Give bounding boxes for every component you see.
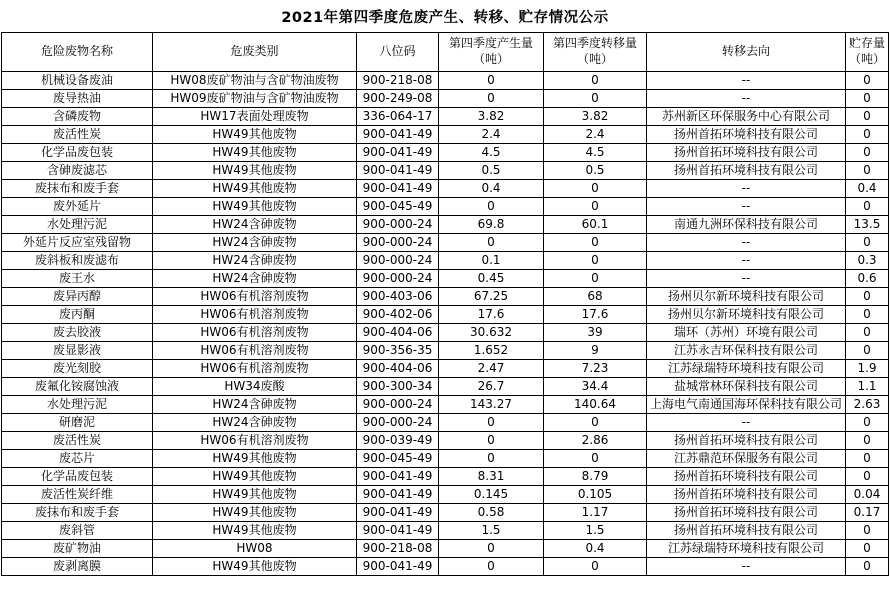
cell-name: 废剥离膜 bbox=[2, 558, 153, 576]
cell-stored: 0 bbox=[846, 414, 889, 432]
cell-destination: 扬州贝尔新环境科技有限公司 bbox=[647, 288, 846, 306]
header-unit: （吨） bbox=[848, 52, 885, 66]
cell-category: HW49其他废物 bbox=[153, 504, 357, 522]
cell-produced: 17.6 bbox=[439, 306, 544, 324]
header-label: 危险废物名称 bbox=[40, 44, 113, 59]
cell-destination: 江苏绿瑞特环境科技有限公司 bbox=[647, 360, 846, 378]
cell-code: 900-041-49 bbox=[357, 468, 439, 486]
table-row bbox=[2, 450, 889, 468]
cell-name: 废显影液 bbox=[2, 342, 153, 360]
cell-name: 化学品废包装 bbox=[2, 144, 153, 162]
cell-code: 900-041-49 bbox=[357, 504, 439, 522]
table-row bbox=[2, 126, 889, 144]
cell-destination: 苏州新区环保服务中心有限公司 bbox=[647, 108, 846, 126]
cell-produced: 0.58 bbox=[439, 504, 544, 522]
cell-stored: 0.17 bbox=[846, 504, 889, 522]
cell-destination: 瑞环（苏州）环境有限公司 bbox=[647, 324, 846, 342]
cell-transferred: 34.4 bbox=[544, 378, 647, 396]
cell-destination: 扬州首拓环境科技有限公司 bbox=[647, 504, 846, 522]
cell-name: 废斜板和废滤布 bbox=[2, 252, 153, 270]
cell-transferred: 1.17 bbox=[544, 504, 647, 522]
table-row bbox=[2, 414, 889, 432]
cell-produced: 30.632 bbox=[439, 324, 544, 342]
header-label: 危废类别 bbox=[230, 44, 279, 59]
cell-name: 废活性炭 bbox=[2, 126, 153, 144]
header-label: 第四季度产生量 bbox=[448, 36, 533, 51]
header-unit: （吨） bbox=[576, 52, 613, 66]
table-row bbox=[2, 162, 889, 180]
cell-category: HW49其他废物 bbox=[153, 522, 357, 540]
cell-code: 900-404-06 bbox=[357, 360, 439, 378]
cell-stored: 0.6 bbox=[846, 270, 889, 288]
table-body bbox=[2, 72, 889, 576]
cell-name: 废外延片 bbox=[2, 198, 153, 216]
cell-stored: 0 bbox=[846, 522, 889, 540]
cell-destination: -- bbox=[647, 414, 846, 432]
cell-stored: 0.4 bbox=[846, 180, 889, 198]
cell-name: 废抹布和废手套 bbox=[2, 504, 153, 522]
cell-destination: 江苏永吉环保科技有限公司 bbox=[647, 342, 846, 360]
cell-name: 水处理污泥 bbox=[2, 216, 153, 234]
cell-code: 900-218-08 bbox=[357, 540, 439, 558]
cell-stored: 0 bbox=[846, 234, 889, 252]
cell-code: 900-000-24 bbox=[357, 270, 439, 288]
cell-produced: 0.5 bbox=[439, 162, 544, 180]
cell-produced: 0 bbox=[439, 450, 544, 468]
cell-produced: 69.8 bbox=[439, 216, 544, 234]
cell-stored: 13.5 bbox=[846, 216, 889, 234]
cell-code: 900-000-24 bbox=[357, 414, 439, 432]
cell-name: 废氟化铵腐蚀液 bbox=[2, 378, 153, 396]
cell-transferred: 0 bbox=[544, 270, 647, 288]
table-row bbox=[2, 252, 889, 270]
cell-produced: 0 bbox=[439, 90, 544, 108]
cell-name: 研磨泥 bbox=[2, 414, 153, 432]
cell-destination: 扬州首拓环境科技有限公司 bbox=[647, 144, 846, 162]
table-row bbox=[2, 216, 889, 234]
column-header-transferred bbox=[544, 33, 647, 72]
table-row bbox=[2, 144, 889, 162]
table-row bbox=[2, 504, 889, 522]
header-label: 第四季度转移量 bbox=[552, 36, 637, 51]
cell-code: 900-000-24 bbox=[357, 234, 439, 252]
table-row bbox=[2, 378, 889, 396]
cell-category: HW24含砷废物 bbox=[153, 216, 357, 234]
table-row bbox=[2, 360, 889, 378]
cell-category: HW49其他废物 bbox=[153, 450, 357, 468]
column-header-code bbox=[357, 33, 439, 72]
cell-name: 废抹布和废手套 bbox=[2, 180, 153, 198]
table-row bbox=[2, 288, 889, 306]
cell-code: 900-041-49 bbox=[357, 144, 439, 162]
cell-destination: 江苏绿瑞特环境科技有限公司 bbox=[647, 540, 846, 558]
table-row bbox=[2, 396, 889, 414]
cell-code: 900-041-49 bbox=[357, 558, 439, 576]
cell-name: 水处理污泥 bbox=[2, 396, 153, 414]
cell-transferred: 60.1 bbox=[544, 216, 647, 234]
cell-category: HW24含砷废物 bbox=[153, 234, 357, 252]
cell-code: 900-000-24 bbox=[357, 216, 439, 234]
cell-category: HW49其他废物 bbox=[153, 468, 357, 486]
cell-category: HW49其他废物 bbox=[153, 162, 357, 180]
cell-transferred: 2.86 bbox=[544, 432, 647, 450]
cell-code: 900-404-06 bbox=[357, 324, 439, 342]
cell-category: HW49其他废物 bbox=[153, 486, 357, 504]
cell-produced: 4.5 bbox=[439, 144, 544, 162]
cell-transferred: 8.79 bbox=[544, 468, 647, 486]
cell-code: 900-039-49 bbox=[357, 432, 439, 450]
cell-transferred: 1.5 bbox=[544, 522, 647, 540]
cell-produced: 0 bbox=[439, 432, 544, 450]
cell-category: HW08 bbox=[153, 540, 357, 558]
cell-destination: 扬州首拓环境科技有限公司 bbox=[647, 432, 846, 450]
cell-category: HW34废酸 bbox=[153, 378, 357, 396]
table-row bbox=[2, 108, 889, 126]
cell-code: 900-402-06 bbox=[357, 306, 439, 324]
cell-destination: 上海电气南通国海环保科技有限公司 bbox=[647, 396, 846, 414]
cell-stored: 0 bbox=[846, 558, 889, 576]
cell-destination: 扬州首拓环境科技有限公司 bbox=[647, 468, 846, 486]
cell-stored: 0 bbox=[846, 432, 889, 450]
cell-stored: 1.1 bbox=[846, 378, 889, 396]
cell-produced: 143.27 bbox=[439, 396, 544, 414]
table-row bbox=[2, 540, 889, 558]
cell-destination: -- bbox=[647, 270, 846, 288]
cell-category: HW24含砷废物 bbox=[153, 414, 357, 432]
table-row bbox=[2, 198, 889, 216]
column-header-stored bbox=[846, 33, 889, 72]
cell-name: 外延片反应室残留物 bbox=[2, 234, 153, 252]
cell-name: 废异丙醇 bbox=[2, 288, 153, 306]
cell-transferred: 0 bbox=[544, 252, 647, 270]
cell-destination: 扬州贝尔新环境科技有限公司 bbox=[647, 306, 846, 324]
cell-name: 废芯片 bbox=[2, 450, 153, 468]
cell-code: 900-041-49 bbox=[357, 126, 439, 144]
cell-category: HW17表面处理废物 bbox=[153, 108, 357, 126]
table-row bbox=[2, 234, 889, 252]
cell-code: 900-041-49 bbox=[357, 522, 439, 540]
table-row bbox=[2, 558, 889, 576]
cell-name: 废王水 bbox=[2, 270, 153, 288]
table-row bbox=[2, 432, 889, 450]
cell-transferred: 4.5 bbox=[544, 144, 647, 162]
cell-destination: -- bbox=[647, 234, 846, 252]
cell-produced: 0 bbox=[439, 540, 544, 558]
cell-transferred: 0 bbox=[544, 90, 647, 108]
cell-transferred: 0.4 bbox=[544, 540, 647, 558]
table-row bbox=[2, 306, 889, 324]
cell-transferred: 0 bbox=[544, 414, 647, 432]
column-header-name bbox=[2, 33, 153, 72]
cell-destination: -- bbox=[647, 180, 846, 198]
cell-category: HW08废矿物油与含矿物油废物 bbox=[153, 72, 357, 90]
cell-name: 化学品废包装 bbox=[2, 468, 153, 486]
page-title: 2021年第四季度危废产生、转移、贮存情况公示 bbox=[281, 9, 609, 26]
cell-produced: 26.7 bbox=[439, 378, 544, 396]
cell-transferred: 39 bbox=[544, 324, 647, 342]
header-label: 八位码 bbox=[379, 44, 416, 59]
table-header bbox=[2, 33, 889, 72]
cell-category: HW06有机溶剂废物 bbox=[153, 360, 357, 378]
cell-name: 废矿物油 bbox=[2, 540, 153, 558]
cell-transferred: 0 bbox=[544, 558, 647, 576]
cell-category: HW06有机溶剂废物 bbox=[153, 432, 357, 450]
column-header-destination bbox=[647, 33, 846, 72]
cell-name: 机械设备废油 bbox=[2, 72, 153, 90]
cell-destination: 江苏鼎范环保服务有限公司 bbox=[647, 450, 846, 468]
cell-category: HW49其他废物 bbox=[153, 126, 357, 144]
cell-produced: 0.4 bbox=[439, 180, 544, 198]
table-row bbox=[2, 324, 889, 342]
table-row bbox=[2, 270, 889, 288]
cell-stored: 0.04 bbox=[846, 486, 889, 504]
cell-stored: 1.9 bbox=[846, 360, 889, 378]
cell-stored: 0 bbox=[846, 540, 889, 558]
cell-destination: 扬州首拓环境科技有限公司 bbox=[647, 522, 846, 540]
cell-stored: 0 bbox=[846, 144, 889, 162]
header-unit: （吨） bbox=[472, 52, 509, 66]
cell-transferred: 17.6 bbox=[544, 306, 647, 324]
cell-name: 含磷废物 bbox=[2, 108, 153, 126]
cell-produced: 0.1 bbox=[439, 252, 544, 270]
cell-code: 900-041-49 bbox=[357, 180, 439, 198]
cell-code: 900-041-49 bbox=[357, 486, 439, 504]
cell-transferred: 0 bbox=[544, 234, 647, 252]
cell-code: 900-356-35 bbox=[357, 342, 439, 360]
cell-category: HW09废矿物油与含矿物油废物 bbox=[153, 90, 357, 108]
header-label: 贮存量 bbox=[848, 36, 885, 51]
table-row bbox=[2, 342, 889, 360]
cell-stored: 0 bbox=[846, 198, 889, 216]
cell-produced: 0 bbox=[439, 414, 544, 432]
cell-destination: -- bbox=[647, 252, 846, 270]
cell-produced: 0 bbox=[439, 234, 544, 252]
cell-name: 废活性炭纤维 bbox=[2, 486, 153, 504]
cell-destination: 扬州首拓环境科技有限公司 bbox=[647, 486, 846, 504]
cell-stored: 0 bbox=[846, 90, 889, 108]
cell-transferred: 0 bbox=[544, 198, 647, 216]
cell-transferred: 9 bbox=[544, 342, 647, 360]
cell-produced: 2.4 bbox=[439, 126, 544, 144]
header-row bbox=[2, 33, 889, 72]
cell-destination: -- bbox=[647, 198, 846, 216]
cell-name: 废光刻胶 bbox=[2, 360, 153, 378]
cell-destination: -- bbox=[647, 558, 846, 576]
cell-code: 900-000-24 bbox=[357, 252, 439, 270]
cell-stored: 0 bbox=[846, 108, 889, 126]
cell-category: HW06有机溶剂废物 bbox=[153, 342, 357, 360]
cell-code: 900-249-08 bbox=[357, 90, 439, 108]
cell-destination: 扬州首拓环境科技有限公司 bbox=[647, 126, 846, 144]
table-row bbox=[2, 72, 889, 90]
cell-stored: 0 bbox=[846, 324, 889, 342]
cell-category: HW49其他废物 bbox=[153, 144, 357, 162]
cell-category: HW06有机溶剂废物 bbox=[153, 288, 357, 306]
cell-transferred: 7.23 bbox=[544, 360, 647, 378]
cell-code: 900-045-49 bbox=[357, 198, 439, 216]
cell-code: 900-000-24 bbox=[357, 396, 439, 414]
cell-code: 900-218-08 bbox=[357, 72, 439, 90]
cell-transferred: 0.5 bbox=[544, 162, 647, 180]
cell-produced: 1.652 bbox=[439, 342, 544, 360]
cell-transferred: 68 bbox=[544, 288, 647, 306]
cell-produced: 3.82 bbox=[439, 108, 544, 126]
cell-produced: 0.145 bbox=[439, 486, 544, 504]
cell-produced: 8.31 bbox=[439, 468, 544, 486]
cell-category: HW49其他废物 bbox=[153, 198, 357, 216]
cell-code: 900-300-34 bbox=[357, 378, 439, 396]
cell-stored: 0.3 bbox=[846, 252, 889, 270]
cell-transferred: 2.4 bbox=[544, 126, 647, 144]
cell-category: HW49其他废物 bbox=[153, 180, 357, 198]
cell-name: 废去胶液 bbox=[2, 324, 153, 342]
cell-category: HW24含砷废物 bbox=[153, 252, 357, 270]
cell-transferred: 0 bbox=[544, 180, 647, 198]
waste-table bbox=[1, 32, 889, 576]
cell-category: HW24含砷废物 bbox=[153, 396, 357, 414]
cell-destination: -- bbox=[647, 90, 846, 108]
cell-transferred: 3.82 bbox=[544, 108, 647, 126]
cell-category: HW49其他废物 bbox=[153, 558, 357, 576]
cell-code: 900-041-49 bbox=[357, 162, 439, 180]
cell-transferred: 140.64 bbox=[544, 396, 647, 414]
cell-stored: 0 bbox=[846, 162, 889, 180]
cell-name: 废斜管 bbox=[2, 522, 153, 540]
cell-produced: 0 bbox=[439, 198, 544, 216]
cell-category: HW06有机溶剂废物 bbox=[153, 324, 357, 342]
table-row bbox=[2, 180, 889, 198]
cell-produced: 67.25 bbox=[439, 288, 544, 306]
cell-destination: 盐城常林环保科技有限公司 bbox=[647, 378, 846, 396]
cell-code: 336-064-17 bbox=[357, 108, 439, 126]
cell-transferred: 0 bbox=[544, 450, 647, 468]
cell-transferred: 0.105 bbox=[544, 486, 647, 504]
cell-code: 900-045-49 bbox=[357, 450, 439, 468]
column-header-category bbox=[153, 33, 357, 72]
cell-stored: 0 bbox=[846, 468, 889, 486]
cell-produced: 0 bbox=[439, 558, 544, 576]
cell-code: 900-403-06 bbox=[357, 288, 439, 306]
cell-stored: 0 bbox=[846, 306, 889, 324]
cell-stored: 2.63 bbox=[846, 396, 889, 414]
table-row bbox=[2, 90, 889, 108]
cell-transferred: 0 bbox=[544, 72, 647, 90]
cell-produced: 0 bbox=[439, 72, 544, 90]
cell-destination: 南通九洲环保科技有限公司 bbox=[647, 216, 846, 234]
cell-name: 废丙酮 bbox=[2, 306, 153, 324]
header-label: 转移去向 bbox=[721, 44, 770, 59]
cell-stored: 0 bbox=[846, 450, 889, 468]
cell-stored: 0 bbox=[846, 72, 889, 90]
cell-produced: 0.45 bbox=[439, 270, 544, 288]
cell-stored: 0 bbox=[846, 342, 889, 360]
table-row bbox=[2, 522, 889, 540]
column-header-produced bbox=[439, 33, 544, 72]
cell-category: HW24含砷废物 bbox=[153, 270, 357, 288]
table-row bbox=[2, 468, 889, 486]
cell-stored: 0 bbox=[846, 288, 889, 306]
cell-produced: 2.47 bbox=[439, 360, 544, 378]
cell-produced: 1.5 bbox=[439, 522, 544, 540]
cell-destination: -- bbox=[647, 72, 846, 90]
cell-name: 含砷废滤芯 bbox=[2, 162, 153, 180]
table-row bbox=[2, 486, 889, 504]
cell-stored: 0 bbox=[846, 126, 889, 144]
cell-name: 废活性炭 bbox=[2, 432, 153, 450]
cell-destination: 扬州首拓环境科技有限公司 bbox=[647, 162, 846, 180]
cell-category: HW06有机溶剂废物 bbox=[153, 306, 357, 324]
cell-name: 废导热油 bbox=[2, 90, 153, 108]
